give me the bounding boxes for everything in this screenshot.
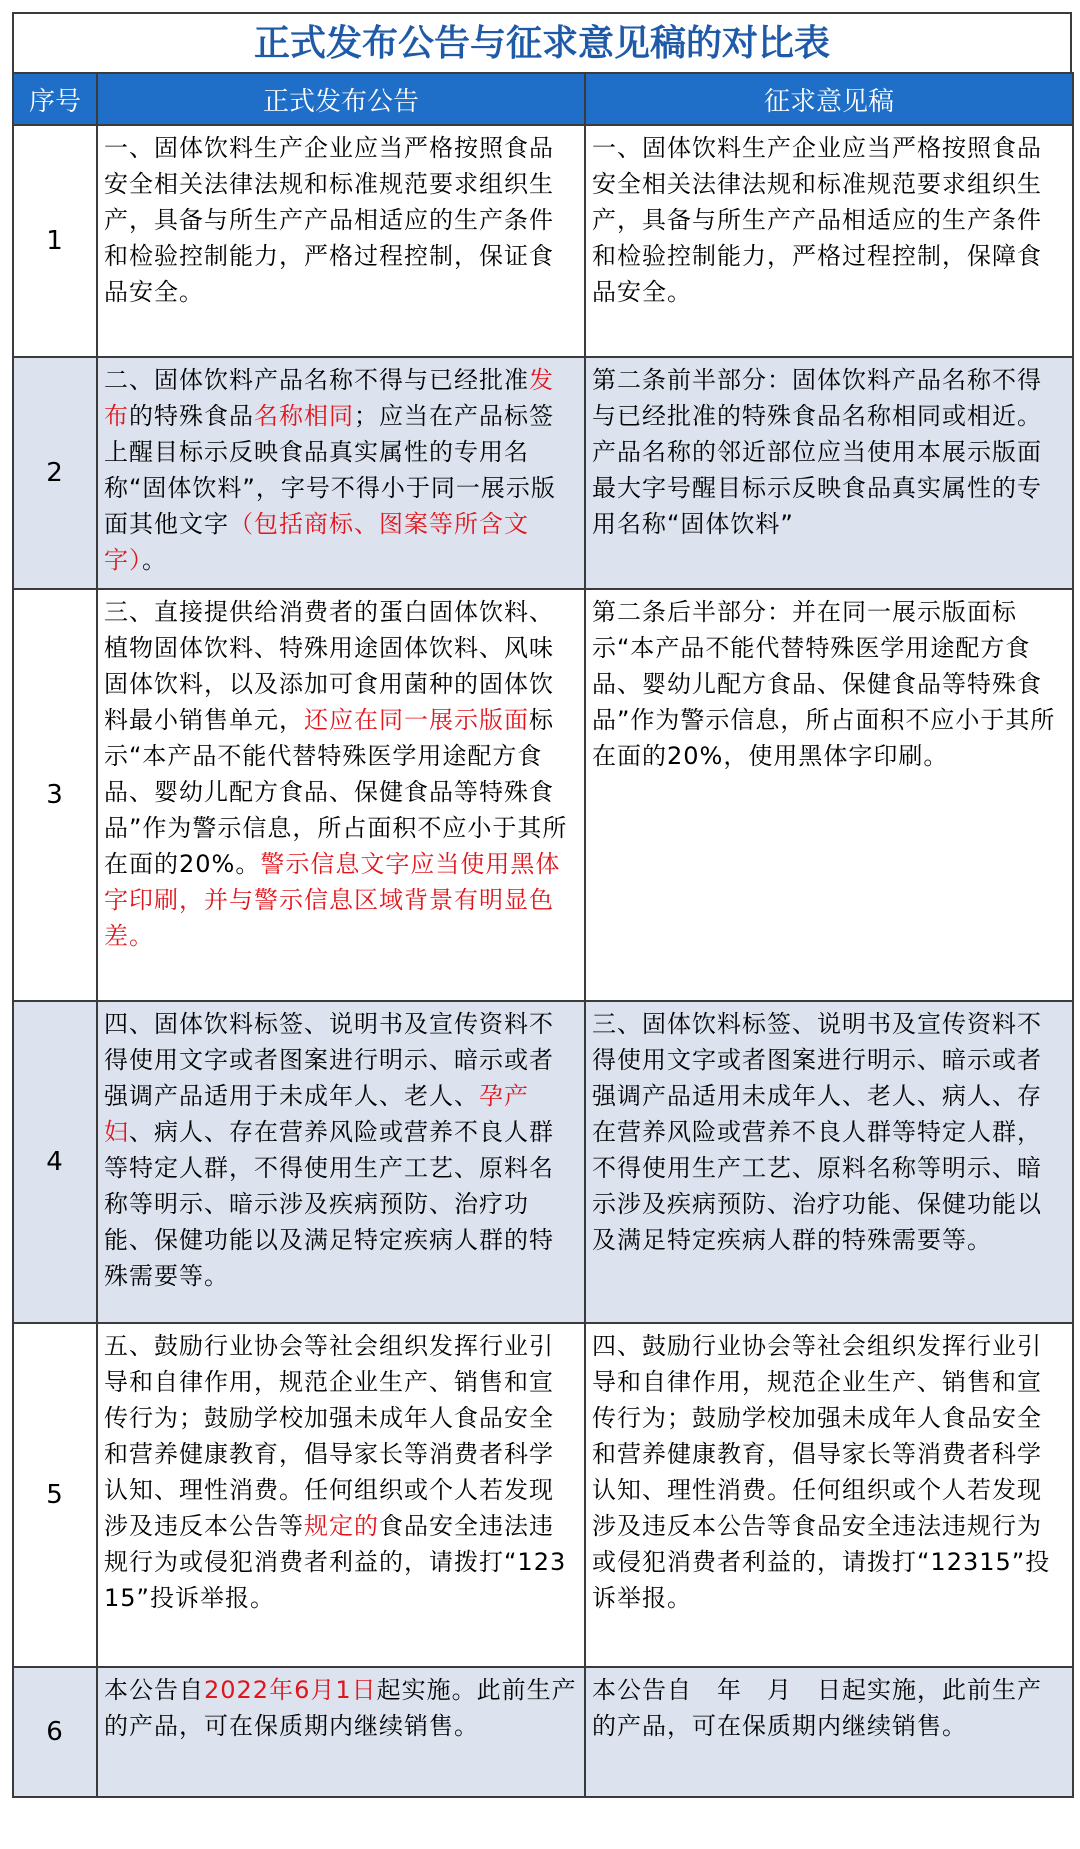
table-row [13,1001,1073,1323]
cell-text: 五、鼓励行业协会等社会组织发挥行业引导和自律作用，规范企业生产、销售和宣传行为；鼓励学校加强未成年人食品安全和营养健康教育，倡导家长等消费者科学认知、理性消费。任何组织或个人若发现涉及违反本公告等 [104,1332,554,1540]
draft-cell [585,125,1073,357]
highlighted-text: 警示信息文字应当使用黑体字印刷，并与警示信息区域背景有明显色差。 [104,850,561,950]
row-number: 2 [13,357,97,589]
row-number: 3 [13,589,97,1001]
draft-cell [585,1323,1073,1667]
cell-text: ；应当在产品标签上醒目标示反映食品真实属性的专用名称“固体饮料”，字号不得小于同一展示版面其他文字 [104,402,556,538]
draft-cell [585,589,1073,1001]
table-row [13,589,1073,1001]
cell-text: 、病人、存在营养风险或营养不良人群等特定人群，不得使用生产工艺、原料名称等明示、暗示涉及疾病预防、治疗功能、保健功能以及满足特定疾病人群的特殊需要等。 [104,1118,554,1290]
cell-text: 一、固体饮料生产企业应当严格按照食品安全相关法律法规和标准规范要求组织生产，具备与所生产产品相适应的生产条件和检验控制能力，严格过程控制，保证食品安全。 [104,134,554,306]
page-title: 正式发布公告与征求意见稿的对比表 [12,12,1072,72]
header-draft: 征求意见稿 [585,73,1073,125]
cell-text: 起实施。此前生产的产品，可在保质期内继续销售。 [104,1676,577,1740]
row-number: 4 [13,1001,97,1323]
draft-cell [585,357,1073,589]
comparison-table [12,72,1074,1798]
row-number: 6 [13,1667,97,1797]
table-row [13,357,1073,589]
highlighted-text: 规定的 [304,1512,379,1540]
official-cell [97,357,585,589]
cell-text: 第二条后半部分：并在同一展示版面标示“本产品不能代替特殊医学用途配方食品、婴幼儿配方食品、保健食品等特殊食品”作为警示信息，所占面积不应小于其所在面的20%，使用黑体字印刷。 [592,598,1056,770]
cell-text: 本公告自 年 月 日起实施，此前生产的产品，可在保质期内继续销售。 [592,1676,1042,1740]
header-official: 正式发布公告 [97,73,585,125]
table-row [13,1323,1073,1667]
cell-text: 四、固体饮料标签、说明书及宣传资料不得使用文字或者图案进行明示、暗示或者强调产品适用于未成年人、老人、 [104,1010,554,1110]
cell-text: 第二条前半部分：固体饮料产品名称不得与已经批准的特殊食品名称相同或相近。产品名称的邻近部位应当使用本展示版面最大字号醒目标示反映食品真实属性的专用名称“固体饮料” [592,366,1042,538]
row-number: 1 [13,125,97,357]
highlighted-text: （包括商标、图案等所含文字） [104,510,529,574]
official-cell [97,1323,585,1667]
cell-text: 四、鼓励行业协会等社会组织发挥行业引导和自律作用，规范企业生产、销售和宣传行为；鼓励学校加强未成年人食品安全和营养健康教育，倡导家长等消费者科学认知、理性消费。任何组织或个人若发现涉及违反本公告等食品安全违法违规行为或侵犯消费者利益的，请拨打“12315”投诉举报。 [592,1332,1051,1612]
draft-cell [585,1667,1073,1797]
highlighted-text: 发布 [104,366,554,430]
cell-text: 二、固体饮料产品名称不得与已经批准 [104,366,529,394]
comparison-document [12,12,1072,1845]
draft-cell [585,1001,1073,1323]
row-number: 5 [13,1323,97,1667]
highlighted-text: 还应在同一展示版面 [304,706,529,734]
cell-text: 。 [142,546,167,574]
header-num: 序号 [13,73,97,125]
official-cell [97,1667,585,1797]
cell-text: 本公告自 [104,1676,204,1704]
official-cell [97,125,585,357]
cell-text: 标示“本产品不能代替特殊医学用途配方食品、婴幼儿配方食品、保健食品等特殊食品”作为警示信息，所占面积不应小于其所在面的20%。 [104,706,568,878]
cell-text: 三、直接提供给消费者的蛋白固体饮料、植物固体饮料、特殊用途固体饮料、风味固体饮料，以及添加可食用菌种的固体饮料最小销售单元， [104,598,554,734]
cell-text: 的特殊食品 [129,402,254,430]
table-row [13,1667,1073,1797]
official-cell [97,1001,585,1323]
table-row [13,125,1073,357]
cell-text: 食品安全违法违规行为或侵犯消费者利益的，请拨打“12315”投诉举报。 [104,1512,567,1612]
highlighted-text: 名称相同 [254,402,354,430]
highlighted-text: 孕产妇 [104,1082,529,1146]
header-row [13,73,1073,125]
official-cell [97,589,585,1001]
cell-text: 一、固体饮料生产企业应当严格按照食品安全相关法律法规和标准规范要求组织生产，具备与所生产产品相适应的生产条件和检验控制能力，严格过程控制，保障食品安全。 [592,134,1042,306]
cell-text: 三、固体饮料标签、说明书及宣传资料不得使用文字或者图案进行明示、暗示或者强调产品适用未成年人、老人、病人、存在营养风险或营养不良人群等特定人群，不得使用生产工艺、原料名称等明示、暗示涉及疾病预防、治疗功能、保健功能以及满足特定疾病人群的特殊需要等。 [592,1010,1042,1254]
highlighted-text: 2022年6月1日 [204,1676,377,1704]
